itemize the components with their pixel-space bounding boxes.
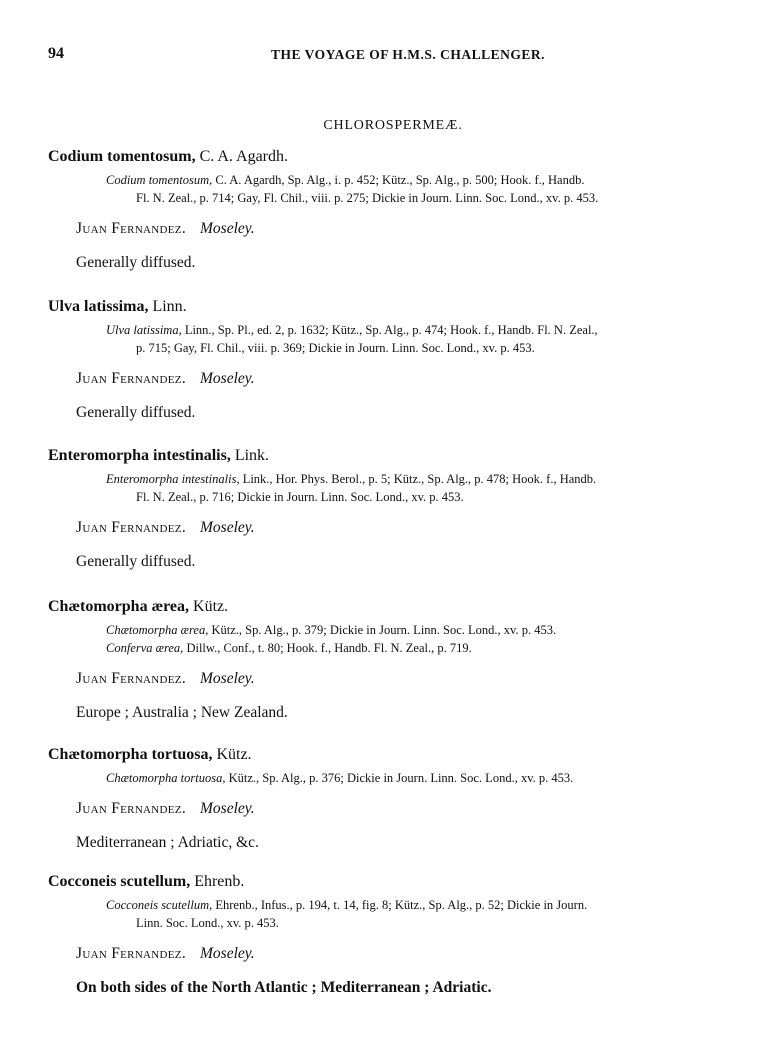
locality-name: Juan Fernandez. bbox=[76, 519, 187, 536]
reference-text: Kütz., Sp. Alg., p. 376; Dickie in Journ. Linn. Soc. Lond., xv. p. 453. bbox=[225, 771, 574, 785]
reference-text: Fl. N. Zeal., p. 716; Dickie in Journ. Linn. Soc. Lond., xv. p. 453. bbox=[136, 490, 464, 504]
species-entry bbox=[48, 597, 738, 723]
reference-line bbox=[106, 769, 738, 787]
collector-name: Moseley. bbox=[200, 220, 255, 237]
reference-italic: Codium tomentosum, bbox=[106, 173, 213, 187]
reference-italic: Cocconeis scutellum, bbox=[106, 898, 213, 912]
reference-text: Dillw., Conf., t. 80; Hook. f., Handb. Fl. N. Zeal., p. 719. bbox=[183, 641, 472, 655]
reference-block bbox=[106, 171, 738, 207]
species-entry bbox=[48, 745, 738, 853]
species-binomial: Chætomorpha ærea, bbox=[48, 598, 190, 615]
distribution-line: On both sides of the North Atlantic ; Mediterranean ; Adriatic. bbox=[76, 979, 492, 996]
species-binomial: Enteromorpha intestinalis, bbox=[48, 447, 231, 464]
species-author: Linn. bbox=[152, 298, 187, 315]
distribution-line: Generally diffused. bbox=[76, 254, 196, 271]
species-name bbox=[48, 297, 738, 317]
locality-line bbox=[76, 219, 738, 239]
distribution-line: Generally diffused. bbox=[76, 553, 196, 570]
reference-block bbox=[106, 769, 738, 787]
species-name bbox=[48, 446, 738, 466]
locality-line bbox=[76, 369, 738, 389]
reference-line bbox=[106, 488, 738, 506]
page-number: 94 bbox=[48, 45, 64, 62]
reference-italic: Ulva latissima, bbox=[106, 323, 182, 337]
species-entry bbox=[48, 446, 738, 572]
locality-name: Juan Fernandez. bbox=[76, 945, 187, 962]
reference-block bbox=[106, 321, 738, 357]
collector-name: Moseley. bbox=[200, 800, 255, 817]
reference-text: p. 715; Gay, Fl. Chil., viii. p. 369; Dickie in Journ. Linn. Soc. Lond., xv. p. 453. bbox=[136, 341, 535, 355]
species-name bbox=[48, 745, 738, 765]
collector-name: Moseley. bbox=[200, 519, 255, 536]
reference-italic: Chætomorpha ærea, bbox=[106, 623, 209, 637]
locality-name: Juan Fernandez. bbox=[76, 220, 187, 237]
section-title: CHLOROSPERMEÆ. bbox=[323, 118, 463, 133]
locality-line bbox=[76, 518, 738, 538]
locality-line bbox=[76, 799, 738, 819]
reference-line bbox=[106, 914, 738, 932]
reference-block bbox=[106, 621, 738, 657]
reference-block bbox=[106, 470, 738, 506]
species-binomial: Chætomorpha tortuosa, bbox=[48, 746, 213, 763]
species-binomial: Ulva latissima, bbox=[48, 298, 149, 315]
species-name bbox=[48, 147, 738, 167]
reference-text: Kütz., Sp. Alg., p. 379; Dickie in Journ. Linn. Soc. Lond., xv. p. 453. bbox=[208, 623, 557, 637]
locality-line bbox=[76, 944, 738, 964]
locality-name: Juan Fernandez. bbox=[76, 670, 187, 687]
reference-line bbox=[106, 189, 738, 207]
reference-line bbox=[106, 339, 738, 357]
reference-text: C. A. Agardh, Sp. Alg., i. p. 452; Kütz., Sp. Alg., p. 500; Hook. f., Handb. bbox=[212, 173, 585, 187]
reference-italic: Enteromorpha intestinalis, bbox=[106, 472, 240, 486]
species-name bbox=[48, 872, 738, 892]
locality-name: Juan Fernandez. bbox=[76, 370, 187, 387]
reference-line bbox=[106, 171, 738, 189]
reference-text: Fl. N. Zeal., p. 714; Gay, Fl. Chil., viii. p. 275; Dickie in Journ. Linn. Soc. Lond., xv. p. 453. bbox=[136, 191, 599, 205]
reference-line bbox=[106, 321, 738, 339]
species-author: Kütz. bbox=[193, 598, 229, 615]
reference-text: Link., Hor. Phys. Berol., p. 5; Kütz., Sp. Alg., p. 478; Hook. f., Handb. bbox=[239, 472, 597, 486]
species-author: Ehrenb. bbox=[194, 873, 245, 890]
reference-line bbox=[106, 621, 738, 639]
species-entry bbox=[48, 297, 738, 423]
locality-line bbox=[76, 669, 738, 689]
reference-line bbox=[106, 470, 738, 488]
species-author: C. A. Agardh. bbox=[199, 148, 289, 165]
reference-block bbox=[106, 896, 738, 932]
species-entry bbox=[48, 147, 738, 273]
reference-text: Linn., Sp. Pl., ed. 2, p. 1632; Kütz., Sp. Alg., p. 474; Hook. f., Handb. Fl. N. Zeal., bbox=[181, 323, 598, 337]
distribution-line: Generally diffused. bbox=[76, 404, 196, 421]
collector-name: Moseley. bbox=[200, 945, 255, 962]
reference-line bbox=[106, 896, 738, 914]
reference-italic: Conferva ærea, bbox=[106, 641, 184, 655]
locality-name: Juan Fernandez. bbox=[76, 800, 187, 817]
species-binomial: Cocconeis scutellum, bbox=[48, 873, 191, 890]
species-entry bbox=[48, 872, 738, 998]
distribution-line: Europe ; Australia ; New Zealand. bbox=[76, 704, 288, 721]
reference-text: Linn. Soc. Lond., xv. p. 453. bbox=[136, 916, 279, 930]
species-name bbox=[48, 597, 738, 617]
collector-name: Moseley. bbox=[200, 370, 255, 387]
species-author: Link. bbox=[234, 447, 270, 464]
species-binomial: Codium tomentosum, bbox=[48, 148, 196, 165]
species-author: Kütz. bbox=[216, 746, 252, 763]
reference-text: Ehrenb., Infus., p. 194, t. 14, fig. 8; Kütz., Sp. Alg., p. 52; Dickie in Journ. bbox=[212, 898, 588, 912]
reference-line bbox=[106, 639, 738, 657]
running-title: THE VOYAGE OF H.M.S. CHALLENGER. bbox=[270, 47, 546, 62]
collector-name: Moseley. bbox=[200, 670, 255, 687]
reference-italic: Chætomorpha tortuosa, bbox=[106, 771, 226, 785]
distribution-line: Mediterranean ; Adriatic, &c. bbox=[76, 834, 259, 851]
